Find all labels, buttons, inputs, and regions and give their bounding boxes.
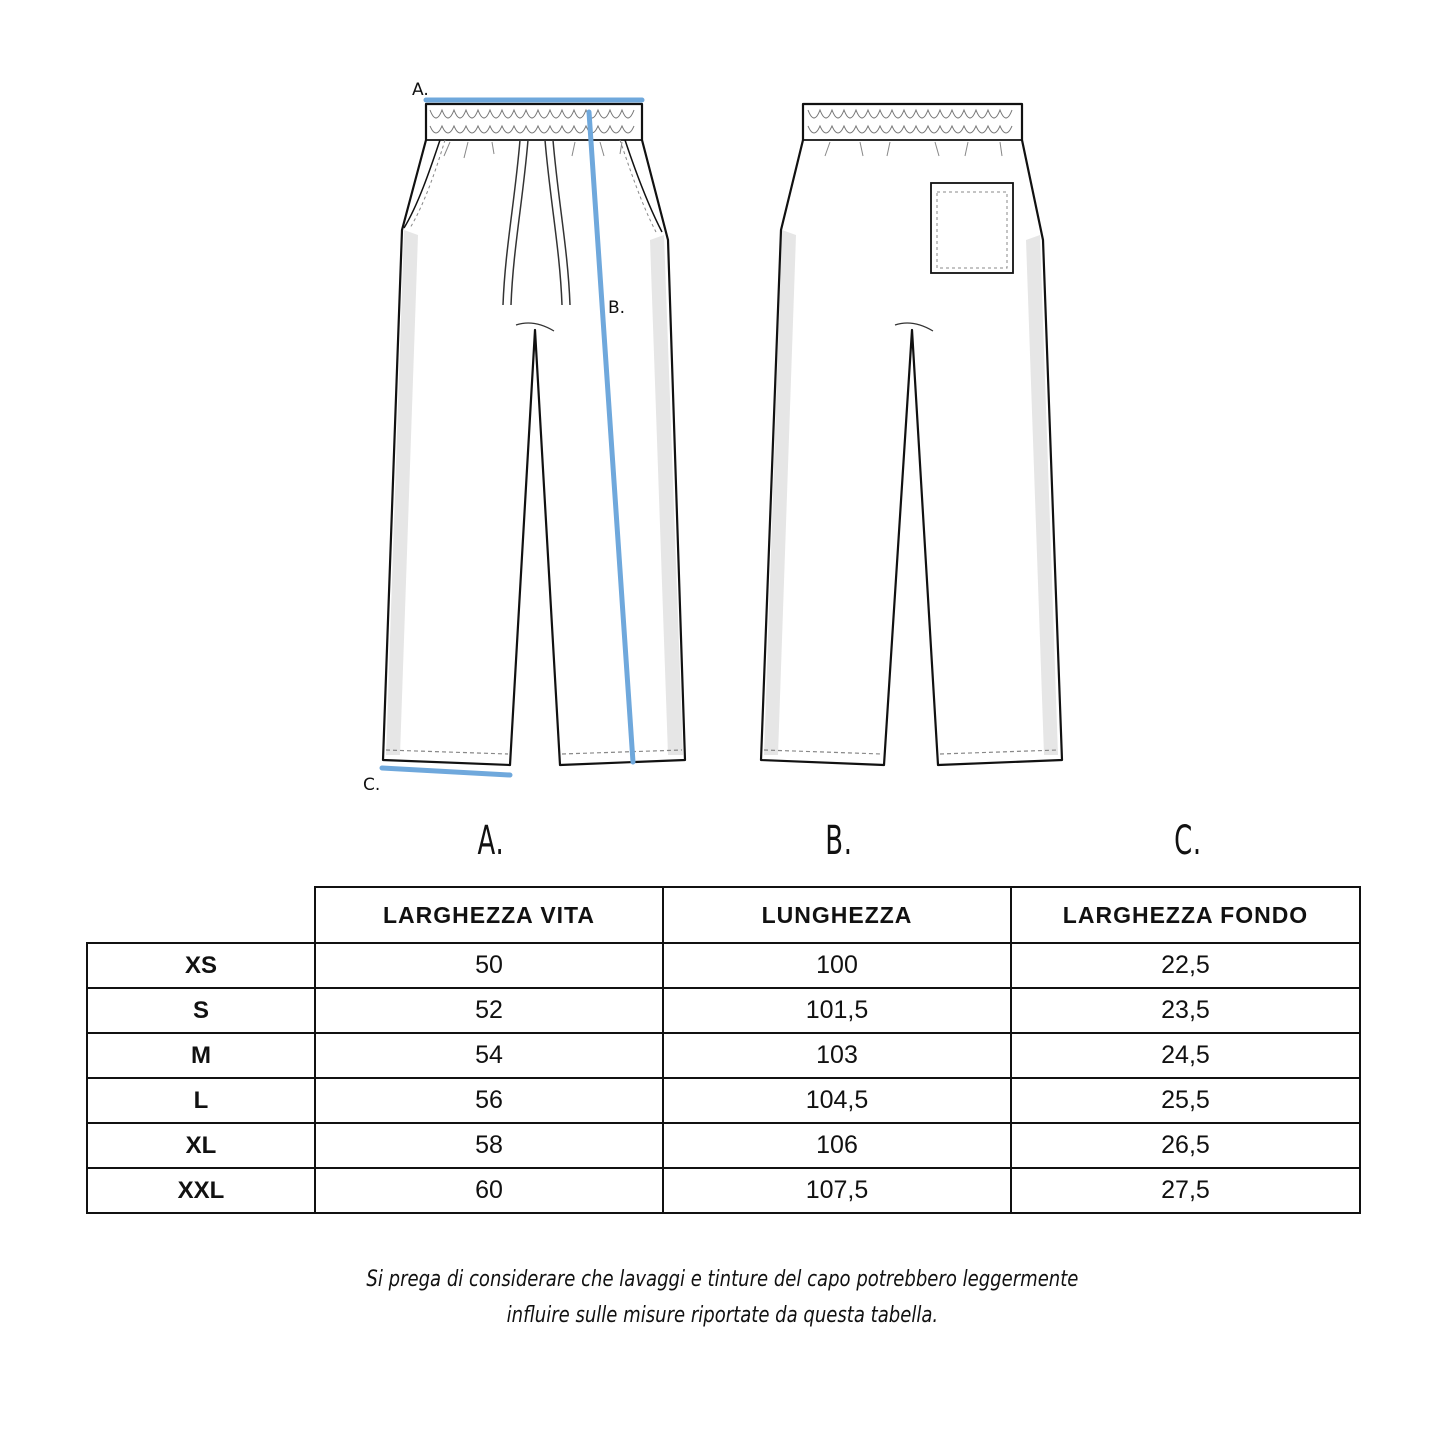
header-larghezza-vita: LARGHEZZA VITA — [315, 887, 663, 943]
measure-label-a: A. — [412, 80, 429, 100]
value-b: 101,5 — [663, 988, 1011, 1033]
value-c: 26,5 — [1011, 1123, 1360, 1168]
measure-label-c: C. — [363, 775, 381, 795]
header-larghezza-fondo: LARGHEZZA FONDO — [1011, 887, 1360, 943]
value-a: 54 — [315, 1033, 663, 1078]
size-label: M — [87, 1033, 315, 1078]
care-note-line-2: influire sulle misure riportate da questa tabella. — [506, 1303, 939, 1328]
measure-line-b — [589, 112, 633, 762]
table-row — [87, 1168, 1360, 1213]
table-header-row — [87, 887, 1360, 943]
table-row — [87, 1033, 1360, 1078]
value-a: 56 — [315, 1078, 663, 1123]
value-a: 50 — [315, 943, 663, 988]
header-lunghezza: LUNGHEZZA — [663, 887, 1011, 943]
value-c: 25,5 — [1011, 1078, 1360, 1123]
table-row — [87, 943, 1360, 988]
table-row — [87, 1123, 1360, 1168]
care-note — [130, 1262, 1315, 1334]
value-c: 27,5 — [1011, 1168, 1360, 1213]
size-label: XS — [87, 943, 315, 988]
table-row — [87, 988, 1360, 1033]
measure-line-c — [382, 768, 510, 775]
care-note-line-1: Si prega di considerare che lavaggi e tinture del capo potrebbero leggermente — [366, 1267, 1079, 1292]
table-row — [87, 1078, 1360, 1123]
value-a: 58 — [315, 1123, 663, 1168]
size-label: L — [87, 1078, 315, 1123]
value-b: 100 — [663, 943, 1011, 988]
value-b: 103 — [663, 1033, 1011, 1078]
size-label: S — [87, 988, 315, 1033]
pants-back-view — [761, 104, 1062, 765]
size-label: XL — [87, 1123, 315, 1168]
value-c: 24,5 — [1011, 1033, 1360, 1078]
value-a: 60 — [315, 1168, 663, 1213]
value-b: 106 — [663, 1123, 1011, 1168]
column-letter-a: A. — [477, 818, 505, 864]
value-a: 52 — [315, 988, 663, 1033]
value-b: 104,5 — [663, 1078, 1011, 1123]
size-label: XXL — [87, 1168, 315, 1213]
value-b: 107,5 — [663, 1168, 1011, 1213]
column-letter-b: B. — [825, 818, 853, 864]
value-c: 23,5 — [1011, 988, 1360, 1033]
measure-label-b: B. — [608, 298, 626, 318]
table-corner-cell — [87, 887, 315, 943]
column-letter-c: C. — [1174, 818, 1202, 864]
pants-front-view — [383, 104, 685, 765]
size-table — [86, 886, 1361, 1214]
value-c: 22,5 — [1011, 943, 1360, 988]
